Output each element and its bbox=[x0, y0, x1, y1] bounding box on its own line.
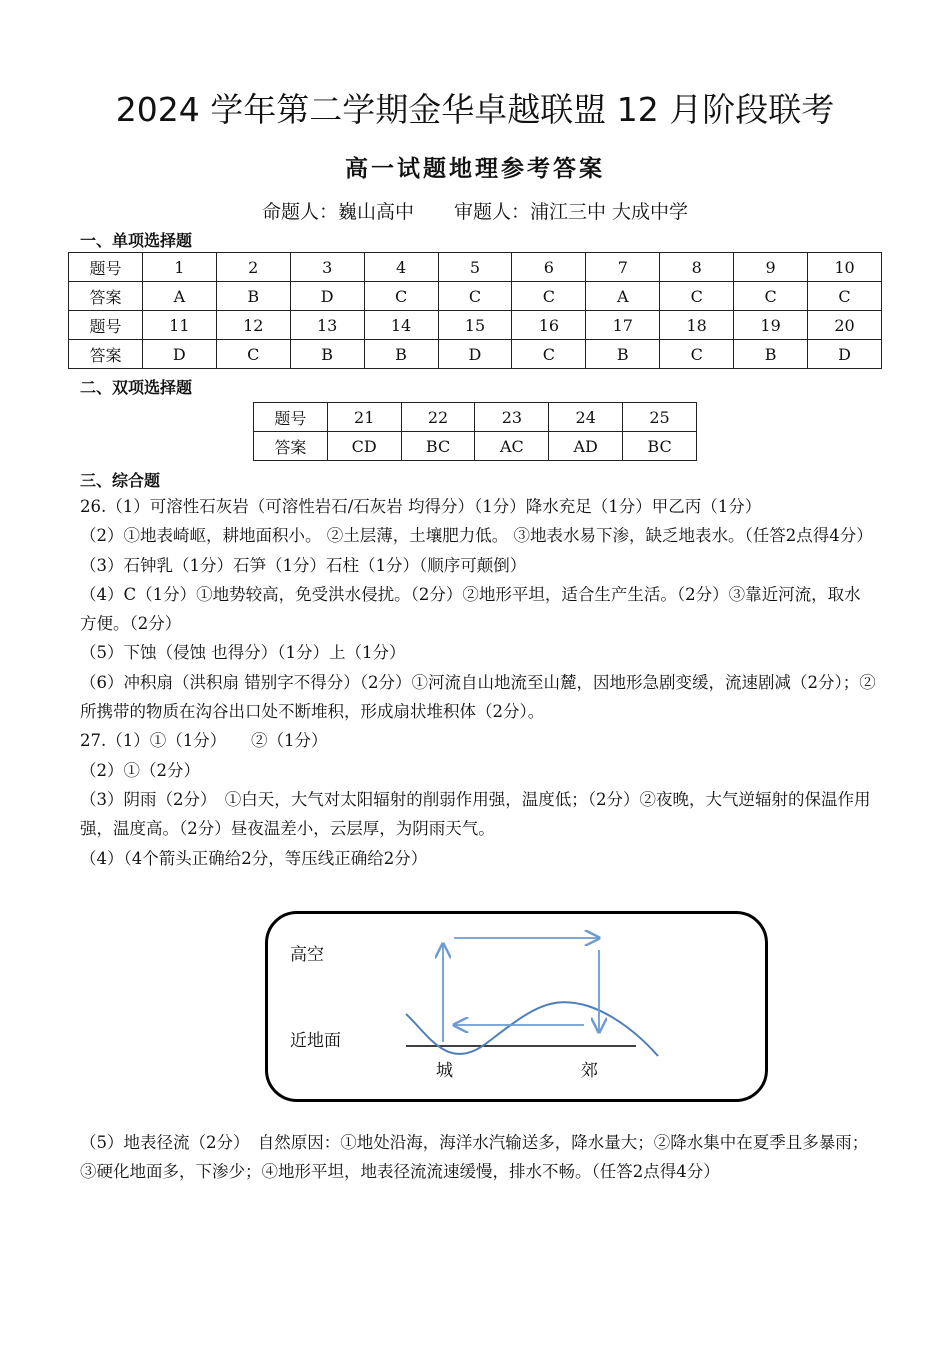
page-subtitle: 高一试题地理参考答案 bbox=[345, 156, 605, 182]
row-label-answer: 答案 bbox=[69, 340, 143, 369]
question-number: 17 bbox=[586, 311, 660, 340]
answer-cell: C bbox=[512, 340, 586, 369]
question-number: 1 bbox=[142, 253, 216, 282]
answer-cell: CD bbox=[327, 432, 401, 461]
question-number: 4 bbox=[364, 253, 438, 282]
q26-part4: （4）C（1分）①地势较高，免受洪水侵扰。（2分）②地形平坦，适合生产生活。（2分）③靠近河流，取水方便。（2分） bbox=[80, 584, 861, 634]
question-number: 15 bbox=[438, 311, 512, 340]
question-number: 25 bbox=[623, 403, 697, 432]
question-number: 18 bbox=[660, 311, 734, 340]
label-city: 城 bbox=[436, 1061, 453, 1081]
question-number: 8 bbox=[660, 253, 734, 282]
answer-cell: D bbox=[142, 340, 216, 369]
row-label-number: 题号 bbox=[69, 311, 143, 340]
label-suburb: 郊 bbox=[581, 1061, 598, 1081]
double-choice-table bbox=[253, 402, 697, 461]
q26-part3: （3）石钟乳（1分）石笋（1分）石柱（1分）（顺序可颠倒） bbox=[80, 555, 527, 575]
question-number: 3 bbox=[290, 253, 364, 282]
table-row bbox=[69, 282, 882, 311]
answer-cell: C bbox=[512, 282, 586, 311]
question-number: 5 bbox=[438, 253, 512, 282]
author-line bbox=[0, 197, 950, 224]
question-number: 16 bbox=[512, 311, 586, 340]
question-number: 12 bbox=[216, 311, 290, 340]
question-number: 24 bbox=[549, 403, 623, 432]
section1-heading: 一、单项选择题 bbox=[80, 231, 193, 250]
q26-part5: （5）下蚀（侵蚀 也得分）（1分）上（1分） bbox=[80, 643, 406, 663]
answer-cell: B bbox=[364, 340, 438, 369]
answer-cell: A bbox=[586, 282, 660, 311]
question-number: 22 bbox=[401, 403, 475, 432]
question-number: 23 bbox=[475, 403, 549, 432]
table-row bbox=[254, 403, 697, 432]
heat-island-diagram bbox=[265, 911, 768, 1102]
answer-cell: D bbox=[808, 340, 882, 369]
table-row bbox=[69, 311, 882, 340]
table-row bbox=[69, 340, 882, 369]
answer-cell: BC bbox=[401, 432, 475, 461]
question-number: 14 bbox=[364, 311, 438, 340]
row-label-number: 题号 bbox=[69, 253, 143, 282]
question-number: 21 bbox=[327, 403, 401, 432]
label-near-ground: 近地面 bbox=[290, 1031, 341, 1051]
table-row bbox=[69, 253, 882, 282]
q26-part2: （2）①地表崎岖，耕地面积小。 ②土层薄，土壤肥力低。 ③地表水易下渗，缺乏地表水。（任答2点得4分） bbox=[80, 526, 873, 546]
author-label: 命题人：巍山高中 bbox=[261, 201, 414, 223]
q27-part5: （5）地表径流（2分） 自然原因：①地处沿海，海洋水汽输送多，降水量大；②降水集中在夏季且多暴雨；③硬化地面多，下渗少；④地形平坦，地表径流流速缓慢，排水不畅。（任答2点得4分） bbox=[80, 1133, 869, 1182]
answer-cell: D bbox=[438, 340, 512, 369]
answer-cell: C bbox=[808, 282, 882, 311]
row-label-answer: 答案 bbox=[69, 282, 143, 311]
label-high-altitude: 高空 bbox=[290, 945, 324, 965]
question-number: 11 bbox=[142, 311, 216, 340]
answer-cell: C bbox=[438, 282, 512, 311]
question-number: 13 bbox=[290, 311, 364, 340]
question-number: 10 bbox=[808, 253, 882, 282]
question-number: 2 bbox=[216, 253, 290, 282]
question-number: 9 bbox=[734, 253, 808, 282]
answer-cell: B bbox=[734, 340, 808, 369]
answer-cell: B bbox=[586, 340, 660, 369]
question-number: 7 bbox=[586, 253, 660, 282]
section2-heading: 二、双项选择题 bbox=[80, 378, 193, 397]
q27-part3: （3）阴雨（2分） ①白天，大气对太阳辐射的削弱作用强，温度低；（2分）②夜晚，大气逆辐射的保温作用强，温度高。（2分）昼夜温差小，云层厚，为阴雨天气。 bbox=[80, 789, 871, 839]
answer-cell: C bbox=[216, 340, 290, 369]
page-title: 2024 学年第二学期金华卓越联盟 12 月阶段联考 bbox=[115, 90, 835, 129]
q27-part1: 27.（1）①（1分） ②（1分） bbox=[80, 731, 328, 751]
q27-part2: （2）①（2分） bbox=[80, 760, 200, 780]
q27-part4: （4）（4个箭头正确给2分，等压线正确给2分） bbox=[80, 848, 428, 868]
answer-cell: AC bbox=[475, 432, 549, 461]
q26-part1: 26.（1）可溶性石灰岩（可溶性岩石/石灰岩 均得分）（1分）降水充足（1分）甲乙丙（1分） bbox=[80, 497, 762, 516]
answer-cell: A bbox=[142, 282, 216, 311]
answer-cell: AD bbox=[549, 432, 623, 461]
answer-cell: C bbox=[734, 282, 808, 311]
answer-cell: B bbox=[290, 340, 364, 369]
row-label-number: 题号 bbox=[254, 403, 328, 432]
answer-block-27-5 bbox=[80, 1128, 876, 1187]
answer-cell: C bbox=[660, 282, 734, 311]
row-label-answer: 答案 bbox=[254, 432, 328, 461]
circulation-svg bbox=[268, 914, 765, 1099]
question-number: 20 bbox=[808, 311, 882, 340]
table-row bbox=[254, 432, 697, 461]
question-number: 6 bbox=[512, 253, 586, 282]
question-number: 19 bbox=[734, 311, 808, 340]
single-choice-table bbox=[68, 252, 882, 369]
answer-cell: B bbox=[216, 282, 290, 311]
answer-cell: C bbox=[660, 340, 734, 369]
q26-part6: （6）冲积扇（洪积扇 错别字不得分）（2分）①河流自山地流至山麓，因地形急剧变缓，流速剧减（2分）；②所携带的物质在沟谷出口处不断堆积，形成扇状堆积体（2分）。 bbox=[80, 672, 876, 722]
reviewer-label: 审题人：浦江三中 大成中学 bbox=[453, 201, 689, 223]
answer-cell: C bbox=[364, 282, 438, 311]
answer-cell: BC bbox=[623, 432, 697, 461]
answer-cell: D bbox=[290, 282, 364, 311]
section3-heading: 三、综合题 bbox=[80, 471, 161, 490]
answer-block-26-27 bbox=[80, 492, 876, 873]
